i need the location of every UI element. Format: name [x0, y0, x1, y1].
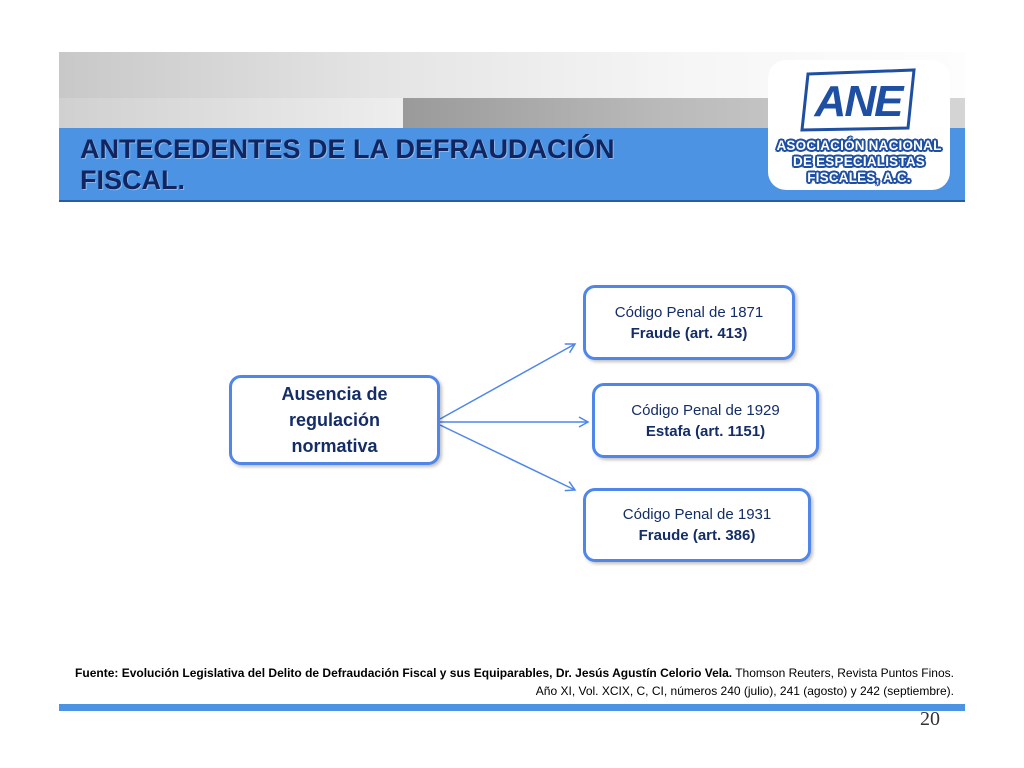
- code-box-1871: [583, 285, 795, 360]
- code-box-1931: [583, 488, 811, 562]
- page-number: 20: [920, 708, 940, 730]
- logo-line-1: ASOCIACIÓN NACIONAL: [776, 138, 942, 153]
- source-normal: Thomson Reuters, Revista Puntos Finos. Año XI, Vol. XCIX, C, CI, números 240 (julio), 241 (agosto) y 242 (septiembre).: [535, 666, 954, 698]
- code-article: Estafa (art. 1151): [645, 422, 766, 440]
- logo-line-2: DE ESPECIALISTAS: [793, 154, 925, 169]
- slide-title: ANTECEDENTES DE LA DEFRAUDACIÓN FISCAL.: [80, 134, 615, 195]
- logo-line-3: FISCALES, A.C.: [807, 170, 911, 185]
- main-concept-label: Ausencia de regulación normativa: [281, 384, 388, 456]
- code-name: Código Penal de 1871: [614, 303, 764, 321]
- source-bold: Fuente: Evolución Legislativa del Delito de Defraudación Fiscal y sus Equiparables, Dr. Jesús Agustín Celorio Vela.: [75, 666, 733, 680]
- code-name: Código Penal de 1929: [631, 401, 780, 419]
- main-concept-box: [229, 375, 440, 465]
- code-article: Fraude (art. 386): [638, 527, 756, 544]
- arrow-to-1931: [440, 425, 575, 490]
- code-article: Fraude (art. 413): [630, 324, 748, 342]
- arrow-to-1871: [440, 344, 575, 419]
- source-citation: [70, 664, 954, 700]
- logo-letters: ANE: [814, 77, 902, 126]
- code-name: Código Penal de 1931: [622, 506, 772, 523]
- code-box-1929: [592, 383, 819, 458]
- footer-bar: [59, 704, 965, 711]
